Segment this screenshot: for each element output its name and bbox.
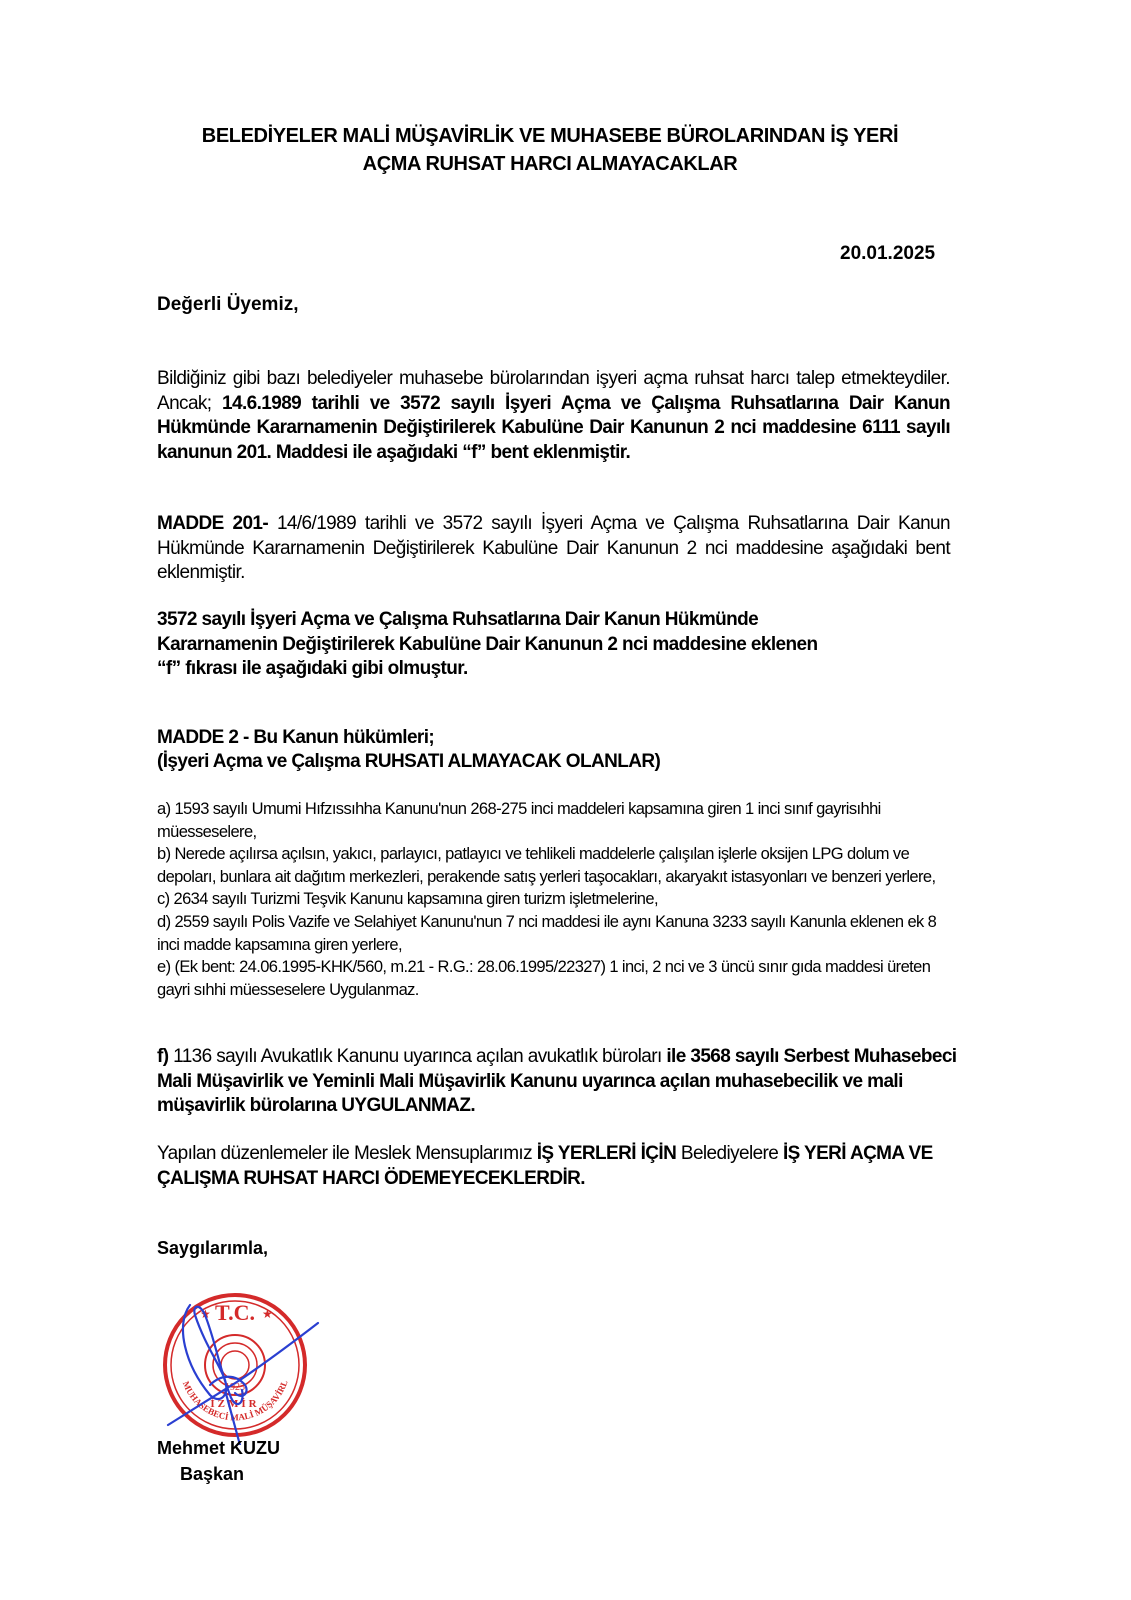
madde-201-paragraph [157,512,950,586]
intro-paragraph [157,367,950,465]
closing-paragraph [157,1142,957,1191]
list-item-text: (Ek bent: 24.06.1995-KHK/560, m.21 - R.G.: 28.06.1995/22327) 1 inci, 2 nci ve 3 üncü sınır gıda maddesi üreten gayri sıhhi müesseselere Uygulanmaz. [157,958,931,999]
stamp-city: İZMİR [210,1398,260,1410]
closing-text-1: Yapılan düzenlemeler ile Meslek Mensuplarımız [157,1143,537,1164]
item-f-bold-text: ile 3568 sayılı Serbest Muhasebeci Mali Müşavirlik ve Yeminli Mali Müşavirlik Kanunu uyarınca açılan muhasebecilik ve mali müşavirlik bürolarına UYGULANMAZ. [157,1046,957,1116]
signer-title: Başkan [180,1464,245,1484]
madde-201-text: 14/6/1989 tarihli ve 3572 sayılı İşyeri Açma ve Çalışma Ruhsatlarına Dair Kanun Hükmünde Kararnamenin Değiştirilerek Kabulüne Dair Kanunun 2 nci maddesine aşağıdaki bent eklenmiştir. [157,513,950,583]
list-item-text: Nerede açılırsa açılsın, yakıcı, parlayıcı, patlayıcı ve tehlikeli maddelerle çalışılan işlerle oksijen LPG dolum ve depoları, bunlara ait dağıtım merkezleri, perakende satış yerleri taşocakları, akaryakıt istasyonları ve benzeri yerlere, [157,845,936,886]
document-date: 20.01.2025 [840,243,936,264]
stamp-center-ring-3 [221,1351,249,1379]
document-title [150,122,950,178]
list-item-label: e) [157,958,171,977]
item-f-label: f) [157,1046,169,1067]
regards: Saygılarımla, [157,1238,269,1258]
list-item-c [157,888,957,911]
list-item-text: 2559 sayılı Polis Vazife ve Selahiyet Kanunu'nun 7 nci maddesi ile aynı Kanuna 3233 sayılı Kanunla eklenen ek 8 inci madde kapsamına giren yerlere, [157,912,937,954]
stamp-graphic [150,1285,320,1445]
list-item-text: 1593 sayılı Umumi Hıfzıssıhha Kanunu'nun 268-275 inci maddeleri kapsamına giren 1 inci sınıf gayrisıhhi müesseselere, [157,800,881,841]
madde-2-heading-block [157,726,950,774]
madde-2-subheading: (İşyeri Açma ve Çalışma RUHSATI ALMAYACAK OLANLAR) [157,751,661,772]
closing-bold-1: İŞ YERLERİ İÇİN [536,1143,677,1164]
list-item-d [157,911,957,956]
list-item-label: d) [157,912,171,931]
list-item-label: c) [157,890,170,909]
summary-line-2: Kararnamenin Değiştirilerek Kabulüne Dair Kanunun 2 nci maddesine eklenen [157,633,818,655]
list-item-a [157,798,957,843]
stamp-ring-text: MUHASEBECİ MALİ MÜŞAVİRL [180,1378,290,1423]
summary-paragraph [157,608,977,682]
stamp-tc-text: T.C. [215,1300,255,1325]
greeting: Değerli Üyemiz, [157,294,299,315]
closing-bold-2: İŞ YERİ AÇMA VE ÇALIŞMA RUHSAT HARCI ÖDEMEYECEKLERDİR. [157,1143,933,1189]
list-item-label: a) [157,800,171,818]
star-icon: ★ [200,1307,211,1321]
list-item-label: b) [157,845,171,864]
stamp-seal [150,1285,305,1435]
list-item-b [157,843,957,888]
list-item-text: 2634 sayılı Turizmi Teşvik Kanunu kapsamına giren turizm işletmelerine, [173,890,658,909]
stamp-year: 1923 [225,1382,245,1393]
intro-text: Bildiğiniz gibi bazı belediyeler muhasebe bürolarından işyeri açma ruhsat harcı talep etmekteydiler. Ancak; [157,368,950,414]
madde-2-heading: MADDE 2 - Bu Kanun hükümleri; [157,727,435,748]
official-stamp [150,1285,320,1445]
star-icon: ★ [262,1307,273,1321]
title-line-1: BELEDİYELER MALİ MÜŞAVİRLİK VE MUHASEBE BÜROLARINDAN İŞ YERİ [201,125,899,147]
intro-bold-text: 14.6.1989 tarihli ve 3572 sayılı İşyeri Açma ve Çalışma Ruhsatlarına Dair Kanun Hükmünde Kararnamenin Değiştirilerek Kabulüne Dair Kanunun 2 nci maddesine 6111 sayılı kanunun 201. Maddesi ile aşağıdaki “f” bent eklenmiştir. [157,392,951,463]
signer-name: Mehmet KUZU [157,1438,281,1458]
item-f-text: 1136 sayılı Avukatlık Kanunu uyarınca açılan avukatlık büroları [168,1046,667,1067]
summary-line-1: 3572 sayılı İşyeri Açma ve Çalışma Ruhsatlarına Dair Kanun Hükmünde [157,609,759,630]
summary-line-3: “f” fıkrası ile aşağıdaki gibi olmuştur. [157,658,468,679]
closing-text-2: Belediyelere [676,1143,783,1164]
madde-201-label: MADDE 201- [157,513,269,534]
title-line-2: AÇMA RUHSAT HARCI ALMAYACAKLAR [362,153,738,175]
item-f-paragraph [157,1045,957,1119]
exemption-list [157,798,957,1001]
list-item-e [157,956,957,1001]
